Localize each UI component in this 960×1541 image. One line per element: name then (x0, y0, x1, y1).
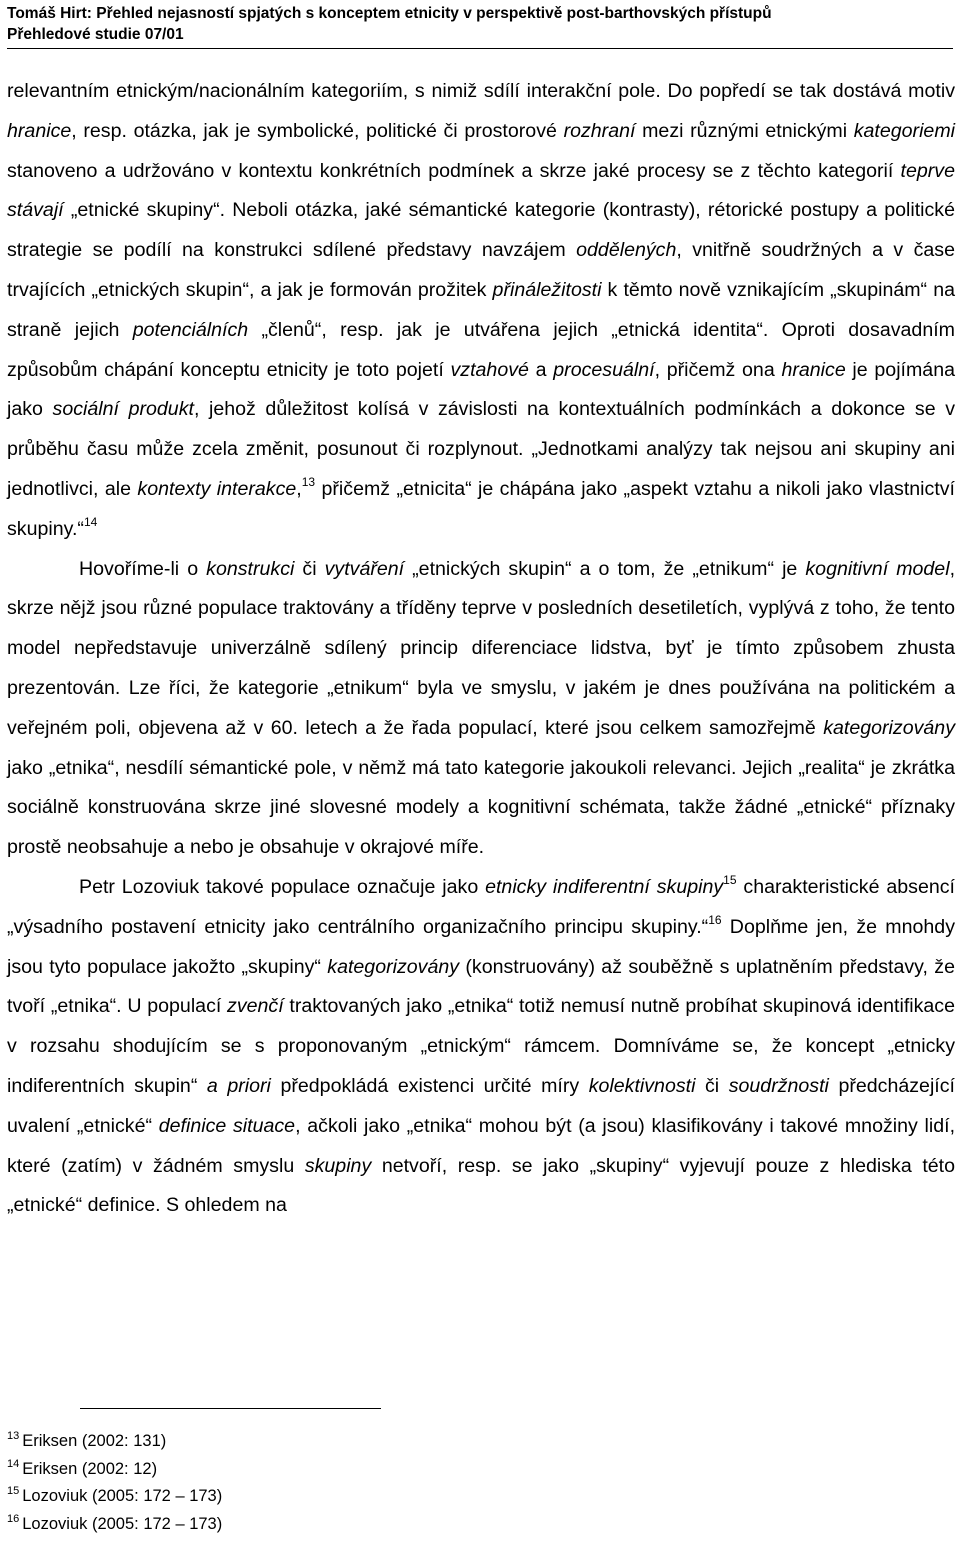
footnote-text: Lozoviuk (2005: 172 – 173) (22, 1514, 223, 1533)
italic-text: hranice (7, 119, 72, 142)
footnote-text: Lozoviuk (2005: 172 – 173) (22, 1487, 223, 1505)
footnote-divider (80, 1408, 381, 1409)
italic-text: vytváření (324, 557, 405, 580)
text-run: traktovaných jako „etnika“ totiž nemusí nutně probíhat skupinová identifikace v rozsahu shodujícím se s proponovaným „etnickým“ rámcem. Domníváme se, že koncept „etnicky indiferentních skupin“ (7, 995, 956, 1097)
footnote (7, 1428, 222, 1456)
header-series: Přehledové studie 07/01 (7, 26, 184, 43)
text-run: přičemž „etnicita“ je chápána jako „aspekt vztahu a nikoli jako vlastnictví skupiny.“ (7, 477, 956, 540)
italic-text: etnicky indiferentní skupiny (485, 875, 724, 898)
text-run: netvoří, resp. se jako „skupiny“ vyjevují pouze z hlediska této „etnické“ definice. S ohledem na (7, 1154, 955, 1217)
text-run: jako „etnika“, nesdílí sémantické pole, v němž má tato kategorie jakoukoli relevanci. Jejich „realita“ je zkrátka sociálně konstruována skrze jiné slovesné modely a kognitivní schémata, takže žádné „etnické“ příznaky prostě neobsahuje a nebo je obsahuje v okrajové míře. (7, 756, 955, 859)
running-header (7, 3, 953, 49)
italic-text: definice situace (158, 1114, 296, 1137)
text-run: relevantním etnickým/nacionálním kategoriím, s nimiž sdílí interakční pole. Do popředí se tak dostává motiv (7, 80, 955, 102)
text-run: Hovoříme-li o (79, 557, 207, 580)
footnote-text: Eriksen (2002: 12) (22, 1459, 158, 1478)
italic-text: kategoriemi (853, 119, 955, 142)
paragraph (7, 550, 955, 868)
italic-text: kognitivní model (805, 557, 950, 580)
footnote (7, 1511, 222, 1539)
footnote-ref: 15 (723, 872, 737, 887)
italic-text: sociální produkt (52, 398, 194, 421)
text-run: předpokládá existenci určité míry (270, 1074, 589, 1097)
italic-text: kontexty interakce (137, 477, 297, 500)
italic-text: zvenčí (227, 995, 284, 1018)
text-run: , (296, 477, 302, 500)
italic-text: procesuální (553, 358, 655, 381)
footnote (7, 1456, 222, 1484)
text-run: „členů“, resp. jak je utvářena jejich „etnická identita“. Oproti dosavadním způsobům chápání konceptu etnicity je toto pojetí (7, 318, 955, 381)
text-run: Doplňme jen, že mnohdy jsou tyto populace jakožto „skupiny“ (7, 915, 956, 978)
italic-text: vztahové (450, 358, 529, 381)
text-run: či (695, 1074, 729, 1097)
italic-text: oddělených (576, 239, 677, 262)
body-text (7, 72, 955, 1226)
text-run: , jehož důležitost kolísá v závislosti na kontextuálních podmínkách a dokonce se v průběhu času může zcela změnit, posunout či rozplynout. „Jednotkami analýzy tak nejsou ani skupiny ani jednotlivci, ale (7, 398, 955, 500)
text-run: k těmto nově vznikajícím „skupinám“ na straně jejich (7, 278, 955, 341)
text-run: (konstruovány) až souběžně s uplatněním představy, že tvoří „etnika“. U populací (7, 955, 955, 1018)
text-run: či (294, 557, 325, 580)
text-run: a (528, 358, 554, 381)
italic-text: potenciálních (132, 318, 249, 341)
footnote (7, 1483, 222, 1511)
text-run: „etnické skupiny“. Neboli otázka, jaké sémantické kategorie (kontrasty), rétorické postupy a politické strategie se podílí na konstrukci sdílené představy navzájem (7, 199, 955, 262)
footnote-text: Eriksen (2002: 131) (22, 1432, 167, 1450)
text-run: , skrze nějž jsou různé populace traktovány a tříděny teprve v posledních desetiletích, vyplývá z toho, že tento model nepředstavuje univerzálně sdílený princip diferenciace lidstva, byť je tímto způsobem zhusta prezentován. Lze říci, že kategorie „etnikum“ byla ve smyslu, v jakém je dnes používána na politickém a veřejném poli, objevena až v 60. letech a že řada populací, které jsou celkem samozřejmě (7, 557, 956, 739)
footnote-number: 13 (7, 1430, 20, 1442)
header-title: Tomáš Hirt: Přehled nejasností spjatých s konceptem etnicity v perspektivě post-barthovských přístupů (7, 5, 772, 22)
footnote-number: 15 (7, 1485, 20, 1497)
italic-text: rozhraní (563, 119, 636, 142)
italic-text: teprve stávají (7, 159, 955, 222)
header-divider (7, 48, 953, 49)
italic-text: konstrukci (206, 557, 295, 580)
text-run: , ačkoli jako „etnika“ mohou být (a jsou) klasifikovány i takové množiny lidí, které (zatím) v žádném smyslu (7, 1114, 956, 1177)
italic-text: přináležitosti (492, 278, 602, 301)
italic-text: kategorizovány (327, 955, 460, 978)
text-run: mezi různými etnickými (635, 119, 854, 142)
text-run: je pojímána jako (7, 358, 955, 421)
footnote-number: 14 (7, 1457, 20, 1470)
footnote-number: 16 (7, 1512, 20, 1525)
footnote-ref: 13 (301, 474, 316, 489)
italic-text: hranice (781, 358, 846, 381)
footnote-ref: 14 (83, 514, 98, 529)
italic-text: kategorizovány (823, 716, 955, 739)
paragraph (7, 868, 955, 1226)
italic-text: kolektivnosti (588, 1074, 696, 1097)
italic-text: soudržnosti (728, 1074, 829, 1097)
text-run: předcházející uvalení „etnické“ (7, 1074, 955, 1137)
text-run: , vnitřně soudržných a v čase trvajících „etnických skupin“, a jak je formován prožitek (7, 239, 955, 301)
footnotes (7, 1428, 222, 1538)
text-run: , přičemž ona (654, 358, 782, 381)
text-run: , resp. otázka, jak je symbolické, politické či prostorové (71, 119, 564, 142)
paragraph (7, 72, 955, 550)
footnote-ref: 16 (708, 912, 722, 927)
text-run: charakteristické absencí „výsadního postavení etnicity jako centrálního organizačního principu skupiny.“ (7, 875, 955, 938)
text-run: „etnických skupin“ a o tom, že „etnikum“ je (404, 557, 806, 580)
italic-text: skupiny (304, 1154, 372, 1177)
text-run: stanoveno a udržováno v kontextu konkrétních podmínek a skrze jaké procesy se z těchto kategorií (7, 159, 901, 182)
italic-text: a priori (206, 1074, 271, 1097)
text-run: Petr Lozoviuk takové populace označuje jako (79, 875, 486, 898)
